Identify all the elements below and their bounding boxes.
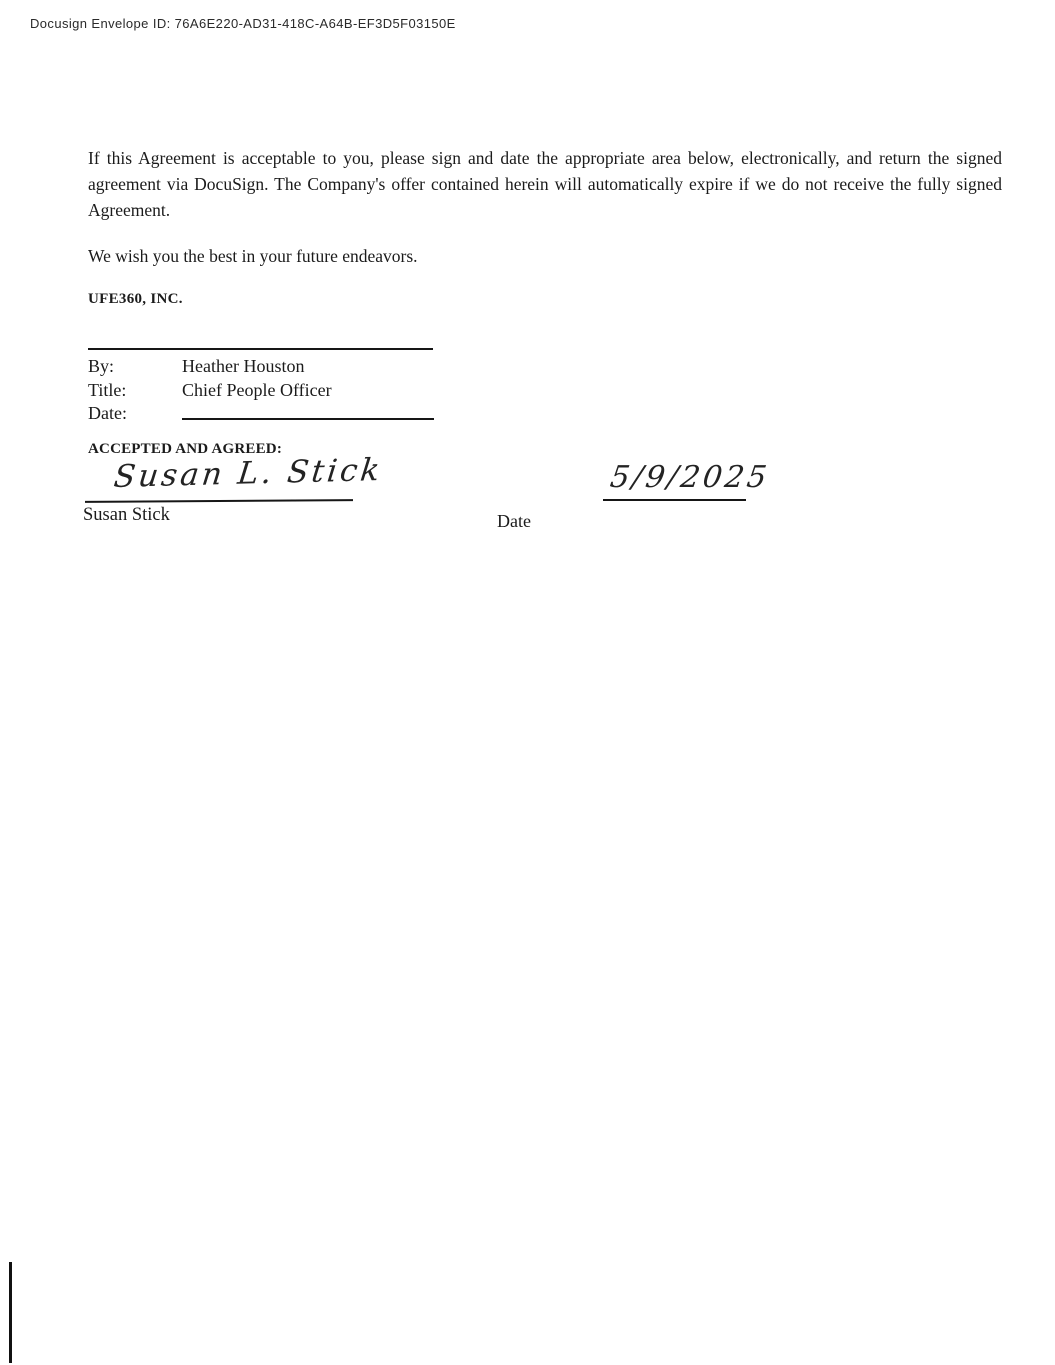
company-name: UFE360, INC.	[88, 291, 183, 307]
employee-date-line	[603, 499, 746, 501]
title-value: Chief People Officer	[182, 379, 332, 400]
date-row	[88, 402, 434, 426]
offer-paragraph: If this Agreement is acceptable to you, please sign and date the appropriate area below, electronically, and return the signed agreement via DocuSign. The Company's offer contained herein will automatically expire if we do not receive the fully signed Agreement.	[88, 148, 1002, 220]
page-edge-scan-mark	[9, 1262, 12, 1363]
employee-date-label: Date	[497, 511, 531, 531]
company-signature-block	[88, 355, 434, 426]
employee-signature-line	[85, 499, 353, 503]
employee-printed-name: Susan Stick	[83, 505, 170, 525]
company-signature-line	[88, 348, 433, 350]
title-label: Title:	[88, 379, 127, 400]
company-date-fill-line	[182, 402, 434, 420]
title-row	[88, 379, 434, 403]
farewell-paragraph: We wish you the best in your future endeavors.	[88, 246, 418, 266]
by-row	[88, 355, 434, 379]
docusign-envelope-id: Docusign Envelope ID: 76A6E220-AD31-418C-A64B-EF3D5F03150E	[30, 16, 456, 31]
employee-date-handwritten: 5/9/2025	[608, 460, 772, 495]
company-date-label: Date:	[88, 403, 127, 423]
accepted-and-agreed-heading: ACCEPTED AND AGREED:	[88, 441, 283, 457]
by-value: Heather Houston	[182, 356, 305, 376]
by-label: By:	[88, 356, 115, 376]
employee-signature-handwritten: Susan L. Stick	[112, 452, 385, 495]
